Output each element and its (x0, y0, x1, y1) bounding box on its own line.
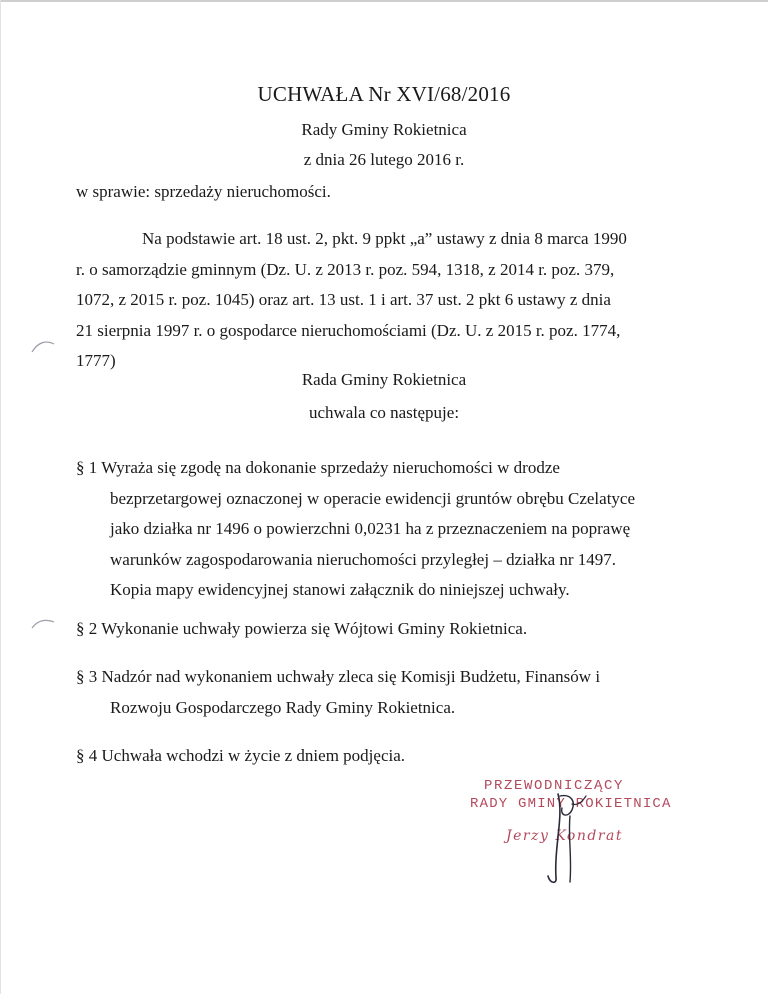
stamp-council: RADY GMINY ROKIETNICA (470, 796, 672, 812)
handwritten-signature (520, 786, 610, 886)
council-name: Rady Gminy Rokietnica (301, 120, 467, 139)
margin-mark (28, 336, 58, 356)
resolution-title: UCHWAŁA Nr XVI/68/2016 (257, 82, 511, 106)
section-line: § 1 Wyraża się zgodę na dokonanie sprzedaży nieruchomości w drodze (76, 458, 560, 477)
stamp-title: PRZEWODNICZĄCY (484, 778, 625, 794)
resolving-body: Rada Gminy Rokietnica (301, 370, 467, 389)
legal-basis-line: 1072, z 2015 r. poz. 1045) oraz art. 13 ust. 1 i art. 37 ust. 2 pkt 6 ustawy z dnia (76, 290, 611, 310)
resolution-date: z dnia 26 lutego 2016 r. (303, 150, 465, 169)
section-3 (76, 662, 686, 723)
margin-mark (28, 614, 58, 634)
section-1 (76, 453, 686, 606)
legal-basis-line: r. o samorządzie gminnym (Dz. U. z 2013 r. poz. 594, 1318, z 2014 r. poz. 379, (76, 259, 615, 279)
section-2 (76, 614, 686, 645)
section-line: Kopia mapy ewidencyjnej stanowi załącznik do niniejszej uchwały. (110, 580, 570, 600)
section-line: § 4 Uchwała wchodzi w życie z dniem podjęcia. (76, 746, 406, 765)
scan-edge-top (0, 0, 768, 2)
section-line: bezprzetargowej oznaczonej w operacie ewidencji gruntów obrębu Czelatyce (110, 488, 636, 508)
legal-basis-line: 1777) (76, 351, 116, 371)
legal-basis (76, 224, 656, 377)
subject-line: w sprawie: sprzedaży nieruchomości. (76, 182, 331, 201)
legal-basis-line: Na podstawie art. 18 ust. 2, pkt. 9 ppkt „a” ustawy z dnia 8 marca 1990 (142, 229, 627, 248)
section-line: warunków zagospodarowania nieruchomości przyległej – działka nr 1497. (110, 549, 617, 569)
section-line: jako działka nr 1496 o powierzchni 0,0231 ha z przeznaczeniem na poprawę (110, 519, 631, 539)
resolves-text: uchwala co następuje: (308, 403, 460, 422)
legal-basis-line: 21 sierpnia 1997 r. o gospodarce nieruchomościami (Dz. U. z 2015 r. poz. 1774, (76, 320, 621, 340)
stamp-name: Jerzy Kondrat (506, 828, 623, 844)
section-line: § 2 Wykonanie uchwały powierza się Wójtowi Gminy Rokietnica. (76, 619, 528, 638)
section-line: § 3 Nadzór nad wykonaniem uchwały zleca się Komisji Budżetu, Finansów i (76, 667, 601, 686)
section-4 (76, 741, 686, 772)
section-line: Rozwoju Gospodarczego Rady Gminy Rokietnica. (110, 697, 456, 717)
